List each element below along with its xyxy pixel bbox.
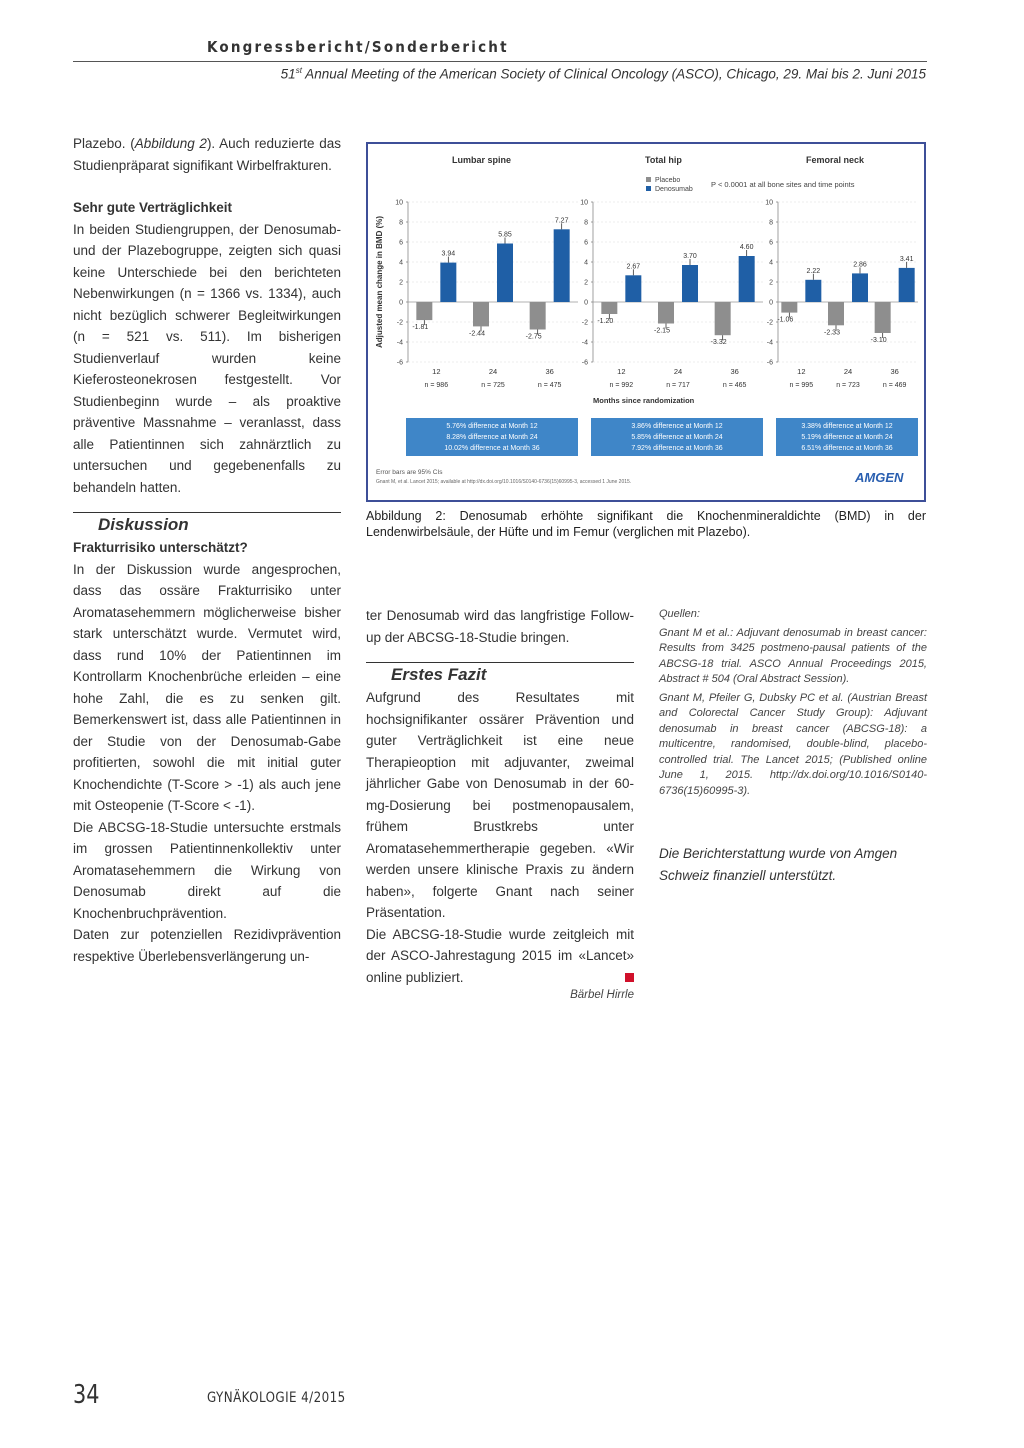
month-label: 24 (673, 367, 683, 376)
difference-text: 6.51% difference at Month 36 (801, 445, 893, 452)
difference-text: 5.19% difference at Month 24 (801, 434, 893, 441)
column-2 (366, 605, 634, 988)
reference-1: Gnant M et al.: Adjuvant denosumab in breast cancer: Results from 3425 postmeno-pausal patients of the ABCSG-18 trial. ASCO Annual Proceedings 2015, Abstract # 504 (Oral Abstract Session). (659, 626, 927, 685)
n-label: n = 995 (789, 382, 814, 389)
bar-denosumab (440, 263, 456, 302)
data-label-placebo: -2.44 (469, 330, 485, 338)
month-label: 12 (617, 367, 626, 376)
y-tick-label: 0 (584, 299, 588, 307)
bmd-figure (366, 142, 926, 502)
lancet-text: Die ABCSG-18-Studie wurde zeitgleich mit der ASCO-Jahrestagung 2015 im «Lancet» online publiziert. (366, 926, 634, 985)
bar-placebo (875, 302, 891, 333)
end-mark-icon (625, 973, 634, 982)
bmd-chart (368, 144, 924, 500)
data-label-placebo: -1.06 (777, 316, 794, 324)
n-label: n = 475 (537, 382, 562, 389)
n-label: n = 725 (481, 382, 505, 389)
bar-placebo (658, 302, 674, 324)
bar-placebo (416, 302, 432, 320)
data-label-denosumab: 3.70 (683, 253, 697, 260)
y-tick-label: 4 (399, 259, 403, 267)
meeting-ordinal: st (295, 66, 302, 75)
bar-placebo (781, 302, 797, 313)
bar-denosumab (899, 268, 915, 302)
intro-paragraph (73, 133, 341, 176)
y-tick-label: 10 (765, 199, 773, 207)
y-tick-label: 6 (584, 239, 588, 247)
figure-reference: Abbildung 2 (134, 136, 207, 151)
y-tick-label: -6 (581, 359, 588, 367)
paragraph-vertraeglichkeit: In beiden Studiengruppen, der Denosumab- und der Plazebogruppe, zeigten sich quasi keine Unterschiede bei den berichteten Nebenwirkungen (n = 1366 vs. 1334), auch nicht bezüglich schwerer Begleitwirkungen (n = 521 vs. 511). Im bisherigen Studienverlauf wurden keine Kieferosteonekrosen festgestellt. Vor Studienbeginn wurde – als proaktive präventive Massnahme – veranlasst, dass alle Patientinnen sich zahnärztlich zu untersuchen und gegebenenfalls zu behandeln hatten. (73, 221, 341, 495)
bar-placebo (828, 302, 844, 325)
month-label: 12 (797, 367, 806, 376)
bar-placebo (601, 302, 617, 314)
intro-text-start: Plazebo. ( (73, 136, 135, 151)
bar-denosumab (852, 273, 868, 302)
legend-swatch-placebo (646, 177, 651, 182)
meeting-number: 51 (280, 66, 296, 82)
funding-note: Die Berichterstattung wurde von Amgen Schweiz finanziell unterstützt. (659, 846, 898, 883)
amgen-logo: AMGEN (855, 470, 904, 485)
paragraph-abcsg: Die ABCSG-18-Studie untersuchte erstmals im grossen Patientinnenkollektiv unter Aromatasehemmern die Wirkung von Denosumab direkt auf die Knochenbruchprävention. (73, 819, 341, 921)
month-label: 36 (730, 367, 739, 376)
bar-placebo (473, 302, 489, 326)
y-tick-label: 4 (584, 259, 588, 267)
n-label: n = 717 (666, 382, 690, 389)
paragraph-followup: ter Denosumab wird das langfristige Follow-up der ABCSG-18-Studie bringen. (366, 608, 634, 645)
month-label: 24 (488, 367, 498, 376)
month-label: 24 (843, 367, 853, 376)
n-label: n = 469 (882, 382, 907, 389)
legend-label-denosumab: Denosumab (655, 186, 693, 193)
data-label-placebo: -1.81 (412, 324, 429, 332)
data-label-denosumab: 2.22 (806, 267, 821, 275)
intro-text-end: ). Auch reduzierte das Studienpräparat signifikant Wirbelfrakturen. (73, 136, 341, 173)
difference-text: 10.02% difference at Month 36 (444, 445, 540, 452)
n-label: n = 723 (836, 382, 860, 389)
y-tick-label: 2 (584, 279, 588, 287)
difference-text: 8.28% difference at Month 24 (446, 434, 538, 441)
y-tick-label: -4 (581, 339, 588, 347)
page-number: 34 (73, 1380, 100, 1410)
y-tick-label: 6 (769, 239, 773, 247)
data-label-placebo: -3.32 (710, 339, 727, 347)
y-tick-label: 8 (399, 219, 403, 227)
n-label: n = 992 (609, 382, 634, 389)
data-label-denosumab: 2.86 (853, 261, 867, 269)
sources-title: Quellen: (659, 608, 700, 620)
author: Bärbel Hirrle (570, 989, 634, 1001)
month-label: 12 (432, 367, 441, 376)
data-label-denosumab: 4.60 (739, 244, 754, 251)
difference-text: 7.92% difference at Month 36 (631, 445, 723, 452)
data-label-denosumab: 5.85 (498, 231, 512, 239)
y-tick-label: -4 (396, 339, 403, 347)
y-tick-label: 10 (580, 199, 588, 207)
subheading-vertraeglichkeit: Sehr gute Verträglichkeit (73, 200, 233, 215)
difference-text: 5.85% difference at Month 24 (631, 434, 723, 441)
legend-swatch-denosumab (646, 186, 651, 191)
y-tick-label: 8 (769, 219, 773, 227)
y-tick-label: -6 (396, 359, 403, 367)
bar-denosumab (497, 244, 513, 303)
section-heading-fazit: Erstes Fazit (391, 665, 487, 684)
figure-caption: Abbildung 2: Denosumab erhöhte signifikant die Knochenmineraldichte (BMD) in der Lendenwirbelsäule, der Hüfte und im Femur (verglichen mit Plazebo). (366, 509, 926, 539)
n-label: n = 465 (722, 382, 747, 389)
y-tick-label: 4 (769, 259, 773, 267)
y-tick-label: 10 (395, 199, 403, 207)
legend-label-placebo: Placebo (655, 177, 681, 184)
header-rule (73, 61, 927, 62)
y-tick-label: -2 (581, 319, 588, 327)
y-tick-label: 2 (769, 279, 773, 287)
meeting-subtitle (281, 66, 926, 82)
section-title: Kongressbericht/Sonderbericht (207, 38, 509, 56)
y-tick-label: 6 (399, 239, 403, 247)
data-label-placebo: -1.20 (597, 318, 614, 325)
bar-denosumab (739, 256, 755, 302)
n-label: n = 986 (424, 382, 449, 389)
y-tick-label: 2 (399, 279, 403, 287)
y-axis-label: Adjusted mean change in BMD (%) (375, 215, 384, 349)
data-label-placebo: -2.33 (824, 329, 840, 337)
panel-title: Femoral neck (806, 155, 865, 165)
y-tick-label: 8 (584, 219, 588, 227)
bar-denosumab (625, 275, 641, 302)
subheading-frakturrisiko: Frakturrisiko unterschätzt? (73, 540, 248, 555)
panel-title: Total hip (645, 155, 682, 165)
y-tick-label: 0 (399, 299, 403, 307)
month-label: 36 (545, 367, 554, 376)
y-tick-label: -6 (766, 359, 773, 367)
citation-note: Gnant M, et al. Lancet 2015; available at http://dx.doi.org/10.1016/S0140-6736(15)60995-3, accessed 1 June 2015. (376, 479, 632, 485)
y-tick-label: 0 (769, 299, 773, 307)
y-tick-label: -2 (396, 319, 403, 327)
difference-text: 3.38% difference at Month 12 (801, 423, 893, 430)
meeting-description: Annual Meeting of the American Society of Clinical Oncology (ASCO), Chicago, 29. Mai bis 2. Juni 2015 (301, 66, 926, 82)
x-axis-label: Months since randomization (593, 396, 695, 405)
reference-2: Gnant M, Pfeiler G, Dubsky PC et al. (Austrian Breast and Colorectal Cancer Study Group): Adjuvant denosumab in breast cancer (ABCSG-18): a multicentre, randomised, double-blind, placebo-controlled trial. The Lancet 2015; (Published online June 1, 2015. http://dx.doi.org/10.1016/S0140-6736(15)60995-3). (659, 691, 927, 797)
paragraph-lancet (366, 924, 634, 989)
magazine-issue: GYNÄKOLOGIE 4/2015 (207, 1390, 346, 1406)
month-label: 36 (890, 367, 899, 376)
data-label-placebo: -2.75 (525, 333, 542, 341)
sources (659, 607, 927, 802)
difference-text: 3.86% difference at Month 12 (631, 423, 723, 430)
paragraph-diskussion: In der Diskussion wurde angesprochen, dass das ossäre Frakturrisiko unter Aromatasehemmern möglicherweise bisher stark unterschätzt wurde. Vermutet wird, dass rund 10% der Patientinnen im Kontrollarm Knochenbrüche erleiden – eine hohe Zahl, die es zu senken gilt. Bemerkenswert ist, dass alle Patientinnen in der Studie von der Denosumab-Gabe profitierten, sowohl die mit initial guter Knochendichte (T-Score > -1) als auch jene mit Osteopenie (T-Score < -1). (73, 561, 341, 813)
section-heading-diskussion: Diskussion (98, 515, 189, 534)
bar-placebo (530, 302, 546, 330)
bar-denosumab (805, 280, 821, 302)
data-label-placebo: -2.15 (654, 327, 670, 335)
error-bar-note: Error bars are 95% CIs (376, 469, 443, 476)
data-label-placebo: -3.10 (870, 337, 887, 344)
data-label-denosumab: 3.94 (441, 250, 456, 258)
data-label-denosumab: 3.41 (899, 255, 914, 263)
column-1 (73, 133, 341, 967)
bar-placebo (715, 302, 731, 335)
paragraph-fazit: Aufgrund des Resultates mit hochsignifikanter ossärer Prävention und guter Verträglichkeit ist eine neue Therapieoption mit adjuvanter, zweimal jährlicher Gabe von Denosumab in der 60-mg-Dosierung bei postmenopausalem, frühem Brustkrebs unter Aromatasehemmertherapie gegeben. «Wir werden unsere klinische Praxis zu ändern haben», folgerte Gnant nach seiner Präsentation. (366, 690, 634, 920)
bar-denosumab (682, 265, 698, 302)
panel-title: Lumbar spine (452, 155, 512, 165)
data-label-denosumab: 2.67 (626, 263, 641, 271)
bar-denosumab (554, 229, 570, 302)
y-tick-label: -2 (766, 319, 773, 327)
data-label-denosumab: 7.27 (554, 217, 569, 225)
y-tick-label: -4 (766, 339, 773, 347)
p-value-note: P < 0.0001 at all bone sites and time points (711, 180, 855, 189)
paragraph-rezidiv: Daten zur potenziellen Rezidivprävention respektive Überlebensverlängerung un- (73, 927, 341, 964)
difference-text: 5.76% difference at Month 12 (446, 423, 538, 430)
